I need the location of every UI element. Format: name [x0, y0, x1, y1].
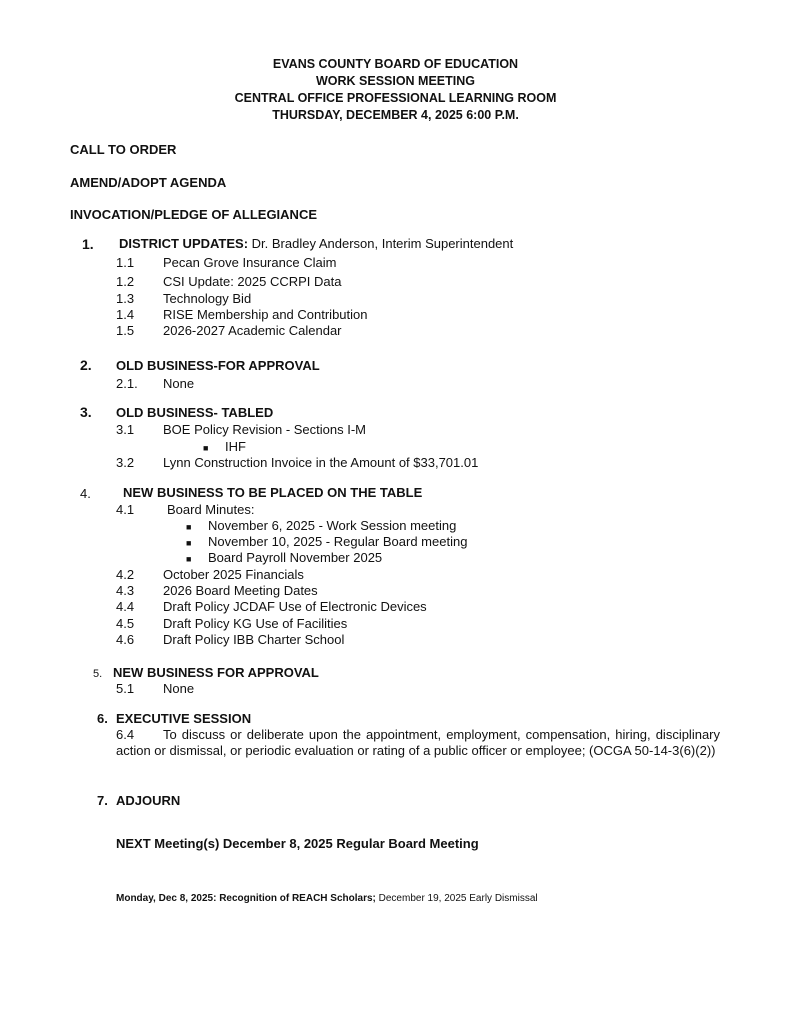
list-item-num: 1.1	[116, 255, 135, 270]
list-item: BOE Policy Revision - Sections I-M	[163, 422, 367, 437]
section-3-number: 3.	[80, 404, 92, 420]
bullet-text: Board Payroll November 2025	[208, 550, 383, 565]
list-item-num: 4.2	[116, 567, 135, 582]
section-4-title: NEW BUSINESS TO BE PLACED ON THE TABLE	[123, 485, 423, 500]
next-meeting: NEXT Meeting(s) December 8, 2025 Regular Board Meeting	[116, 836, 479, 851]
list-item: Pecan Grove Insurance Claim	[163, 255, 337, 270]
list-item: Technology Bid	[163, 291, 252, 306]
section-4-number: 4.	[80, 486, 91, 501]
list-item: Draft Policy JCDAF Use of Electronic Devices	[163, 599, 427, 614]
header-line-2: WORK SESSION MEETING	[315, 74, 476, 88]
section-7-title: ADJOURN	[116, 793, 181, 808]
list-item: Board Minutes:	[167, 502, 255, 517]
section-1-number: 1.	[82, 236, 94, 252]
invocation-pledge: INVOCATION/PLEDGE OF ALLEGIANCE	[70, 207, 318, 222]
section-7-number: 7.	[97, 793, 108, 808]
list-item: None	[163, 376, 195, 391]
header-line-3: CENTRAL OFFICE PROFESSIONAL LEARNING ROOM	[234, 91, 557, 105]
list-item: Draft Policy KG Use of Facilities	[163, 616, 348, 631]
call-to-order: CALL TO ORDER	[70, 142, 177, 157]
list-item-num: 4.5	[116, 616, 135, 631]
list-item-num: 2.1.	[116, 376, 138, 391]
list-item: 2026-2027 Academic Calendar	[163, 323, 342, 338]
bullet-text: IHF	[225, 439, 246, 454]
section-2-number: 2.	[80, 357, 92, 373]
square-bullet-icon: ■	[186, 538, 192, 548]
square-bullet-icon: ■	[186, 554, 192, 564]
list-item: Draft Policy IBB Charter School	[163, 632, 345, 647]
list-item: Lynn Construction Invoice in the Amount of $33,701.01	[163, 455, 479, 470]
section-5-title: NEW BUSINESS FOR APPROVAL	[113, 665, 319, 680]
bullet-item	[186, 518, 456, 535]
bullet-text: November 6, 2025 - Work Session meeting	[208, 518, 457, 533]
section-2-title: OLD BUSINESS-FOR APPROVAL	[116, 358, 320, 373]
section-1-heading	[119, 236, 513, 252]
list-item-num: 6.4	[116, 727, 135, 742]
header-line-4: THURSDAY, DECEMBER 4, 2025 6:00 P.M.	[272, 108, 519, 122]
footer-normal: December 19, 2025 Early Dismissal	[375, 893, 538, 904]
list-item-num: 4.6	[116, 632, 135, 647]
bullet-item	[203, 439, 246, 456]
footer-bold: Monday, Dec 8, 2025: Recognition of REACH Scholars;	[116, 893, 376, 904]
list-item-num: 1.3	[116, 291, 135, 306]
footer-note	[116, 893, 538, 904]
agenda-header	[0, 56, 791, 124]
list-item-num: 3.1	[116, 422, 135, 437]
square-bullet-icon: ■	[186, 522, 192, 532]
list-item-num: 1.4	[116, 307, 135, 322]
amend-adopt-agenda: AMEND/ADOPT AGENDA	[70, 175, 227, 190]
section-6-title: EXECUTIVE SESSION	[116, 711, 252, 726]
section-5-number: 5.	[93, 668, 103, 680]
section-3-title: OLD BUSINESS- TABLED	[116, 405, 274, 420]
header-line-1: EVANS COUNTY BOARD OF EDUCATION	[272, 57, 519, 71]
list-item-num: 4.1	[116, 502, 135, 517]
section-1-subtitle: Dr. Bradley Anderson, Interim Superintendent	[248, 236, 514, 251]
bullet-text: November 10, 2025 - Regular Board meeting	[208, 534, 468, 549]
section-1-title: DISTRICT UPDATES:	[119, 236, 249, 251]
list-item-num: 5.1	[116, 681, 135, 696]
list-item: RISE Membership and Contribution	[163, 307, 368, 322]
list-item: CSI Update: 2025 CCRPI Data	[163, 274, 342, 289]
bullet-item	[186, 550, 382, 567]
section-6-number: 6.	[97, 711, 108, 726]
list-item: None	[163, 681, 195, 696]
list-item: 2026 Board Meeting Dates	[163, 583, 318, 598]
bullet-item	[186, 534, 467, 551]
list-item-num: 4.4	[116, 599, 135, 614]
list-item-num: 3.2	[116, 455, 135, 470]
list-item-num: 1.2	[116, 274, 135, 289]
list-item: October 2025 Financials	[163, 567, 304, 582]
list-item-num: 4.3	[116, 583, 135, 598]
square-bullet-icon: ■	[203, 443, 209, 453]
list-item-num: 1.5	[116, 323, 135, 338]
executive-session-text: To discuss or deliberate upon the appointment, employment, compensation, hiring, disciplinary action or dismissal, or periodic evaluation or rating of a public officer or employee; (OCGA 50-14-3(6)(2))	[116, 727, 720, 759]
